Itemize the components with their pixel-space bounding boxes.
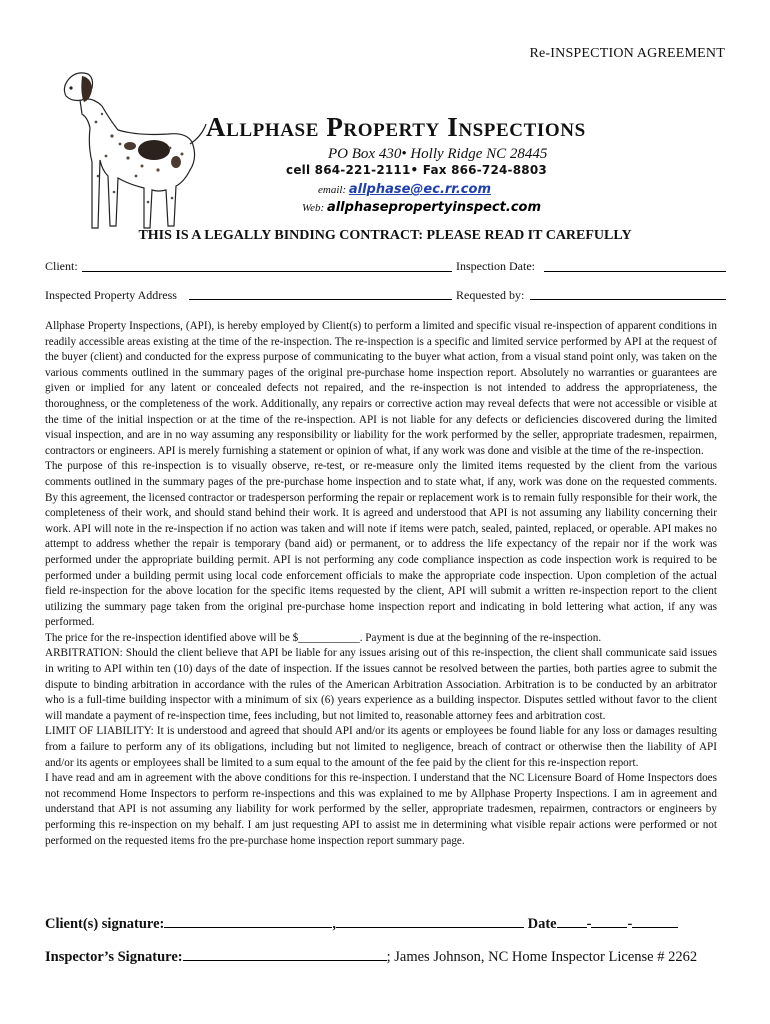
email-row	[318, 182, 491, 197]
property-address-label: Inspected Property Address	[45, 288, 177, 302]
dog-logo	[58, 66, 208, 238]
web-row	[302, 200, 541, 215]
company-phones: cell 864-221-2111• Fax 866-724-8803	[286, 163, 547, 177]
date-day-field[interactable]	[591, 914, 627, 928]
web-link[interactable]: allphasepropertyinspect.com	[326, 200, 542, 215]
inspector-signature-label: Inspector’s Signature:	[45, 949, 183, 965]
inspection-date-field[interactable]	[544, 271, 726, 272]
email-label: email:	[318, 184, 347, 196]
date-month-field[interactable]	[557, 914, 587, 928]
client-signature-label: Client(s) signature:	[45, 916, 165, 932]
client-label: Client:	[45, 259, 78, 273]
date-dash-1: -	[586, 916, 592, 932]
price-paragraph: The price for the re-inspection identified above will be $___________. Payment is due at the beginning of the re-inspection.	[45, 631, 602, 644]
intro-paragraph: Allphase Property Inspections, (API), is hereby employed by Client(s) to perform a limited and specific visual re-inspection of apparent conditions in readily accessible areas existing at the time of the re-inspection. The re-inspection is a specific and limited service performed by API at the request of the buyer (client) and conducted for the express purpose of communicating to the buyer what action, from a visual stand point only, was taken on the various comments outlined in the summary pages of the original pre-purchase home inspection report. Absolutely no warranties or guarantees are given or implied for any latent or concealed defects not repaired, and the re-inspection is not intended to address the appropriateness, the thoroughness, or the completeness of the work. Additionally, any repairs or corrective action may reveal defects that were not accessible or visible at the time of the initial inspection or at the time of the re-inspection. API is not liable for any defects or deficiencies discovered during the limited visual inspection, and are in no way assuming any responsibility or liability for the work performed by the seller, appropriate tradesmen, repairmen, contractors or engineers. API is merely furnishing a statement or opinion of what, if any work was done and visible at the time of the re-inspection.	[45, 320, 717, 457]
web-label: Web:	[302, 202, 325, 214]
client-signature-field-1[interactable]	[164, 914, 332, 928]
date-year-field[interactable]	[632, 914, 678, 928]
document-title: Re-INSPECTION AGREEMENT	[529, 46, 725, 61]
email-link[interactable]: allphase@ec.rr.com	[348, 182, 491, 197]
inspector-signature-row	[45, 947, 697, 966]
signature-comma: ,	[332, 916, 336, 932]
date-dash-2: -	[627, 916, 633, 932]
acknowledgement-paragraph: I have read and am in agreement with the above conditions for this re-inspection. I understand that the NC Licensure Board of Home Inspectors does not recommend Home Inspectors to perform re-inspections and this was explained to me by Allphase Property Inspections. I am in agreement and understand that API is not assuming any liability for work performed by the seller, appropriate tradesmen, repairmen, contractors or engineers by performing this re-inspection on my behalf. I am just requesting API to assist me in determining what visible repair actions were performed or not performed on the requested items fro the pre-purchase home inspection report summary page.	[45, 772, 717, 847]
contract-warning: THIS IS A LEGALLY BINDING CONTRACT: PLEASE READ IT CAREFULLY	[138, 228, 632, 243]
requested-by-field[interactable]	[530, 299, 726, 300]
inspector-info: ; James Johnson, NC Home Inspector License # 2262	[386, 949, 698, 965]
date-label: Date	[527, 916, 557, 932]
client-signature-row	[45, 914, 678, 933]
arbitration-paragraph: ARBITRATION: Should the client believe that API be liable for any issues arising out of this re-inspection, the client shall communicate said issues in writing to API within ten (10) days of the date of inspection. If the issues cannot be resolved between the parties, both parties agree to submit the dispute to binding arbitration in accordance with the rules of the American Arbitration Association. Arbitration is to be conducted by an arbitrator who is a full-time building inspector with a minimum of six (6) years experience as a building inspector. Disputes settled without favor to the client will mandate a payment of re-inspection time, fees including, but not limited to, reasonable attorney fees and arbitration cost.	[45, 647, 717, 722]
liability-paragraph: LIMIT OF LIABILITY: It is understood and agreed that should API and/or its agents or employees be found liable for any loss or damages resulting from a failure to perform any of its obligations, including but not limited to negligence, breach of contract or otherwise then the liability of API and/or its agents or employees shall be limited to a sum equal to the amount of the fee paid by the client for this re-inspection report.	[45, 725, 717, 769]
company-address: PO Box 430• Holly Ridge NC 28445	[328, 146, 548, 162]
inspector-signature-field[interactable]	[183, 947, 387, 961]
client-field[interactable]	[82, 271, 452, 272]
client-signature-field-2[interactable]	[336, 914, 524, 928]
agreement-body	[45, 319, 717, 849]
company-name: Allphase Property Inspections	[206, 112, 586, 142]
property-address-field[interactable]	[189, 299, 452, 300]
requested-by-label: Requested by:	[456, 288, 525, 302]
inspection-date-label: Inspection Date:	[456, 259, 535, 273]
purpose-paragraph: The purpose of this re-inspection is to visually observe, re-test, or re-measure only the limited items requested by the client from the various comments outlined in the summary pages of the pre-purchase home inspection and to state what, if any, work was done on the requested comments. By this agreement, the licensed contractor or tradesperson performing the repair or replacement work is to remain fully responsible for their work, the completeness of their work, and should stand behind their work. It is agreed and understood that API is not assuming any liability concerning their work. API will note in the re-inspection if no action was taken and will note if items were patch, sealed, painted, replaced, or operable. API makes no attempt to address whether the repair is temporary (band aid) or permanent, or to address the life expectancy of the repair nor if the work was performed under the appropriate building permit. API is not performing any code compliance inspection as code inspection work is required to be performed under a building permit using local code enforcement officials to make the appropriate code inspection. Upon completion of the actual field re-inspection for the above location for the specific items requested by the client, API will submit a written re-inspection report to the client utilizing the summary page taken from the original pre-purchase home inspection report and indicating in bold lettering what action, if any was performed.	[45, 460, 717, 629]
